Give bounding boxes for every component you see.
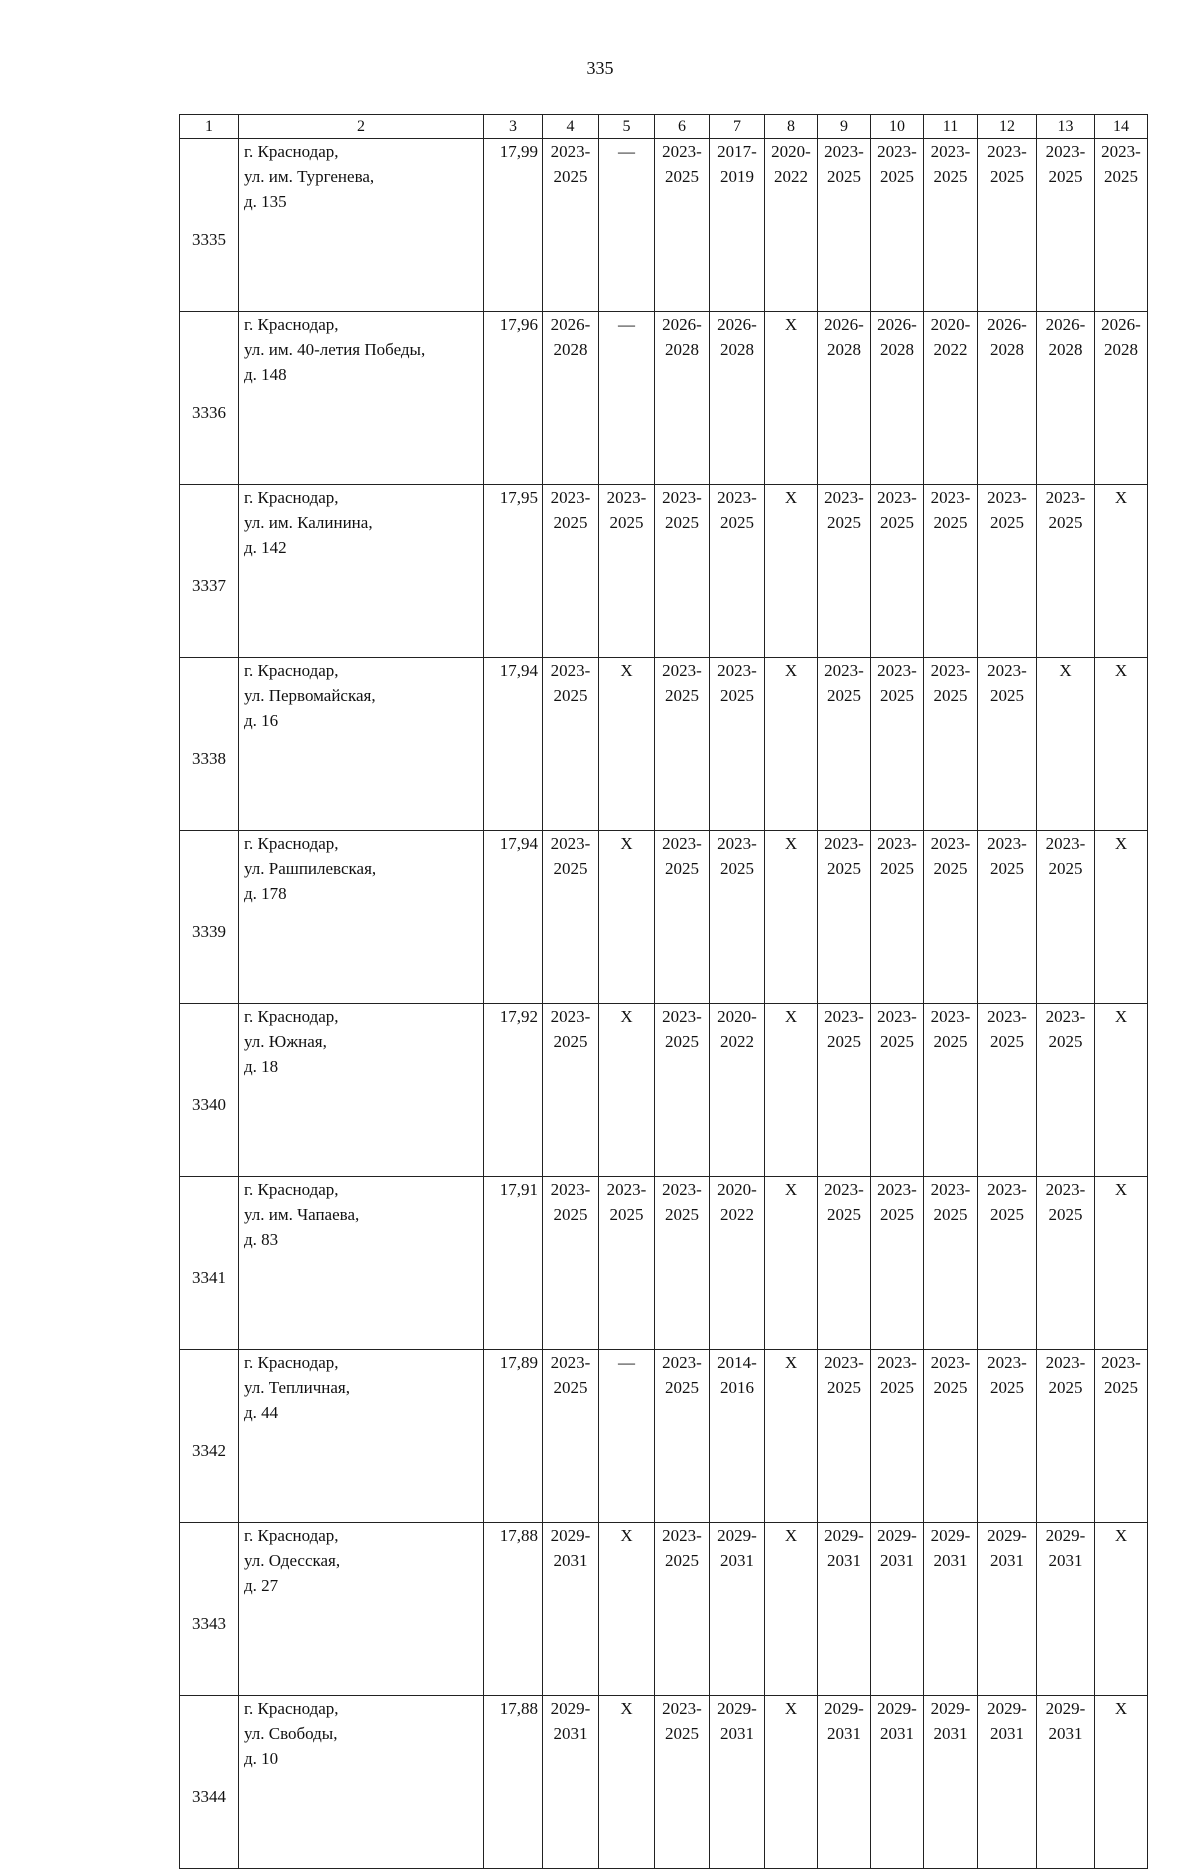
- period-cell: 2023- 2025: [818, 1350, 871, 1523]
- period-cell: 2023- 2025: [1037, 1177, 1095, 1350]
- period-cell: 2023- 2025: [710, 831, 765, 1004]
- period-cell: 2023- 2025: [924, 139, 978, 312]
- period-cell: 2029- 2031: [543, 1523, 599, 1696]
- address-cell: г. Краснодар, ул. им. Калинина, д. 142: [239, 485, 484, 658]
- period-cell: 2023- 2025: [978, 1177, 1037, 1350]
- period-cell: Х: [599, 831, 655, 1004]
- period-cell: 2029- 2031: [978, 1523, 1037, 1696]
- period-cell: 2023- 2025: [924, 1177, 978, 1350]
- period-cell: 2023- 2025: [978, 139, 1037, 312]
- area-cell: 17,91: [484, 1177, 543, 1350]
- period-cell: Х: [765, 1004, 818, 1177]
- period-cell: 2023- 2025: [978, 1004, 1037, 1177]
- period-cell: Х: [765, 1523, 818, 1696]
- period-cell: Х: [765, 485, 818, 658]
- column-header: 3: [484, 115, 543, 139]
- period-cell: 2029- 2031: [710, 1523, 765, 1696]
- period-cell: 2023- 2025: [924, 1350, 978, 1523]
- period-cell: 2023- 2025: [924, 658, 978, 831]
- period-cell: 2023- 2025: [978, 658, 1037, 831]
- period-cell: 2023- 2025: [871, 1004, 924, 1177]
- period-cell: Х: [1095, 1696, 1148, 1869]
- period-cell: 2023- 2025: [924, 831, 978, 1004]
- column-header: 2: [239, 115, 484, 139]
- column-header: 11: [924, 115, 978, 139]
- period-cell: 2023- 2025: [655, 1177, 710, 1350]
- period-cell: 2026- 2028: [1095, 312, 1148, 485]
- area-cell: 17,94: [484, 831, 543, 1004]
- table-row: [180, 831, 1148, 1004]
- period-cell: Х: [599, 658, 655, 831]
- table-row: [180, 1523, 1148, 1696]
- table-row: [180, 1696, 1148, 1869]
- period-cell: 2023- 2025: [818, 658, 871, 831]
- page-number: 335: [586, 58, 614, 78]
- period-cell: 2023- 2025: [655, 1696, 710, 1869]
- address-cell: г. Краснодар, ул. Южная, д. 18: [239, 1004, 484, 1177]
- row-number: 3342: [180, 1350, 239, 1523]
- column-header: 13: [1037, 115, 1095, 139]
- area-cell: 17,89: [484, 1350, 543, 1523]
- period-cell: 2020- 2022: [765, 139, 818, 312]
- period-cell: 2017- 2019: [710, 139, 765, 312]
- column-header: 6: [655, 115, 710, 139]
- period-cell: 2026- 2028: [1037, 312, 1095, 485]
- period-cell: Х: [765, 831, 818, 1004]
- period-cell: Х: [1095, 831, 1148, 1004]
- column-header: 9: [818, 115, 871, 139]
- column-header: 7: [710, 115, 765, 139]
- period-cell: 2023- 2025: [871, 658, 924, 831]
- period-cell: 2023- 2025: [543, 485, 599, 658]
- period-cell: 2023- 2025: [1037, 1350, 1095, 1523]
- period-cell: 2023- 2025: [924, 485, 978, 658]
- row-number: 3335: [180, 139, 239, 312]
- period-cell: 2023- 2025: [818, 1004, 871, 1177]
- table-row: [180, 139, 1148, 312]
- row-number: 3337: [180, 485, 239, 658]
- period-cell: Х: [1095, 1004, 1148, 1177]
- register-table: [179, 114, 1148, 1869]
- table-row: [180, 1350, 1148, 1523]
- period-cell: —: [599, 1350, 655, 1523]
- period-cell: 2029- 2031: [818, 1523, 871, 1696]
- period-cell: 2023- 2025: [1095, 1350, 1148, 1523]
- period-cell: 2023- 2025: [871, 1350, 924, 1523]
- period-cell: 2014- 2016: [710, 1350, 765, 1523]
- table-row: [180, 1177, 1148, 1350]
- period-cell: Х: [765, 658, 818, 831]
- area-cell: 17,88: [484, 1523, 543, 1696]
- period-cell: 2029- 2031: [1037, 1523, 1095, 1696]
- period-cell: 2023- 2025: [655, 831, 710, 1004]
- period-cell: 2023- 2025: [655, 658, 710, 831]
- period-cell: 2023- 2025: [978, 485, 1037, 658]
- area-cell: 17,88: [484, 1696, 543, 1869]
- period-cell: 2023- 2025: [655, 1523, 710, 1696]
- period-cell: 2023- 2025: [924, 1004, 978, 1177]
- address-cell: г. Краснодар, ул. Тепличная, д. 44: [239, 1350, 484, 1523]
- row-number: 3336: [180, 312, 239, 485]
- table-row: [180, 1004, 1148, 1177]
- period-cell: 2023- 2025: [871, 1177, 924, 1350]
- column-header: 4: [543, 115, 599, 139]
- period-cell: 2023- 2025: [1037, 139, 1095, 312]
- period-cell: 2023- 2025: [655, 1004, 710, 1177]
- period-cell: 2029- 2031: [871, 1523, 924, 1696]
- period-cell: 2023- 2025: [543, 1004, 599, 1177]
- address-cell: г. Краснодар, ул. им. 40-летия Победы, д. 148: [239, 312, 484, 485]
- period-cell: 2023- 2025: [871, 831, 924, 1004]
- period-cell: 2020- 2022: [924, 312, 978, 485]
- column-header: 1: [180, 115, 239, 139]
- period-cell: 2026- 2028: [543, 312, 599, 485]
- address-cell: г. Краснодар, ул. им. Чапаева, д. 83: [239, 1177, 484, 1350]
- row-number: 3341: [180, 1177, 239, 1350]
- period-cell: Х: [1095, 1523, 1148, 1696]
- period-cell: —: [599, 312, 655, 485]
- period-cell: 2023- 2025: [818, 485, 871, 658]
- row-number: 3343: [180, 1523, 239, 1696]
- period-cell: 2023- 2025: [655, 485, 710, 658]
- period-cell: 2029- 2031: [978, 1696, 1037, 1869]
- period-cell: 2029- 2031: [818, 1696, 871, 1869]
- table-row: [180, 312, 1148, 485]
- period-cell: 2029- 2031: [871, 1696, 924, 1869]
- period-cell: Х: [1095, 485, 1148, 658]
- period-cell: Х: [765, 312, 818, 485]
- area-cell: 17,99: [484, 139, 543, 312]
- period-cell: 2026- 2028: [818, 312, 871, 485]
- period-cell: 2029- 2031: [543, 1696, 599, 1869]
- period-cell: 2026- 2028: [978, 312, 1037, 485]
- period-cell: 2023- 2025: [871, 485, 924, 658]
- period-cell: 2023- 2025: [710, 485, 765, 658]
- period-cell: 2023- 2025: [818, 139, 871, 312]
- period-cell: 2023- 2025: [871, 139, 924, 312]
- area-cell: 17,95: [484, 485, 543, 658]
- period-cell: 2026- 2028: [871, 312, 924, 485]
- period-cell: 2023- 2025: [599, 485, 655, 658]
- period-cell: 2020- 2022: [710, 1177, 765, 1350]
- table-row: [180, 658, 1148, 831]
- address-cell: г. Краснодар, ул. Первомайская, д. 16: [239, 658, 484, 831]
- period-cell: 2023- 2025: [543, 1177, 599, 1350]
- address-cell: г. Краснодар, ул. Свободы, д. 10: [239, 1696, 484, 1869]
- period-cell: 2023- 2025: [818, 1177, 871, 1350]
- period-cell: 2023- 2025: [1095, 139, 1148, 312]
- table-row: [180, 485, 1148, 658]
- period-cell: Х: [765, 1696, 818, 1869]
- period-cell: 2020- 2022: [710, 1004, 765, 1177]
- period-cell: 2029- 2031: [924, 1696, 978, 1869]
- period-cell: 2023- 2025: [543, 658, 599, 831]
- period-cell: 2023- 2025: [655, 139, 710, 312]
- period-cell: 2023- 2025: [978, 831, 1037, 1004]
- column-header: 8: [765, 115, 818, 139]
- period-cell: 2029- 2031: [710, 1696, 765, 1869]
- column-header: 10: [871, 115, 924, 139]
- period-cell: Х: [599, 1696, 655, 1869]
- period-cell: Х: [1095, 1177, 1148, 1350]
- table-header-row: [180, 115, 1148, 139]
- period-cell: 2023- 2025: [710, 658, 765, 831]
- address-cell: г. Краснодар, ул. Рашпилевская, д. 178: [239, 831, 484, 1004]
- period-cell: 2029- 2031: [1037, 1696, 1095, 1869]
- period-cell: Х: [599, 1004, 655, 1177]
- period-cell: 2023- 2025: [818, 831, 871, 1004]
- period-cell: 2023- 2025: [543, 831, 599, 1004]
- period-cell: 2023- 2025: [543, 139, 599, 312]
- period-cell: 2029- 2031: [924, 1523, 978, 1696]
- area-cell: 17,92: [484, 1004, 543, 1177]
- period-cell: 2023- 2025: [1037, 831, 1095, 1004]
- period-cell: Х: [765, 1177, 818, 1350]
- row-number: 3340: [180, 1004, 239, 1177]
- period-cell: 2023- 2025: [543, 1350, 599, 1523]
- column-header: 14: [1095, 115, 1148, 139]
- row-number: 3339: [180, 831, 239, 1004]
- period-cell: —: [599, 139, 655, 312]
- address-cell: г. Краснодар, ул. им. Тургенева, д. 135: [239, 139, 484, 312]
- period-cell: 2023- 2025: [599, 1177, 655, 1350]
- area-cell: 17,94: [484, 658, 543, 831]
- period-cell: 2026- 2028: [710, 312, 765, 485]
- period-cell: Х: [765, 1350, 818, 1523]
- area-cell: 17,96: [484, 312, 543, 485]
- period-cell: Х: [599, 1523, 655, 1696]
- row-number: 3344: [180, 1696, 239, 1869]
- period-cell: Х: [1037, 658, 1095, 831]
- column-header: 12: [978, 115, 1037, 139]
- period-cell: 2023- 2025: [1037, 485, 1095, 658]
- period-cell: 2023- 2025: [1037, 1004, 1095, 1177]
- period-cell: 2023- 2025: [978, 1350, 1037, 1523]
- address-cell: г. Краснодар, ул. Одесская, д. 27: [239, 1523, 484, 1696]
- period-cell: 2026- 2028: [655, 312, 710, 485]
- column-header: 5: [599, 115, 655, 139]
- period-cell: Х: [1095, 658, 1148, 831]
- row-number: 3338: [180, 658, 239, 831]
- period-cell: 2023- 2025: [655, 1350, 710, 1523]
